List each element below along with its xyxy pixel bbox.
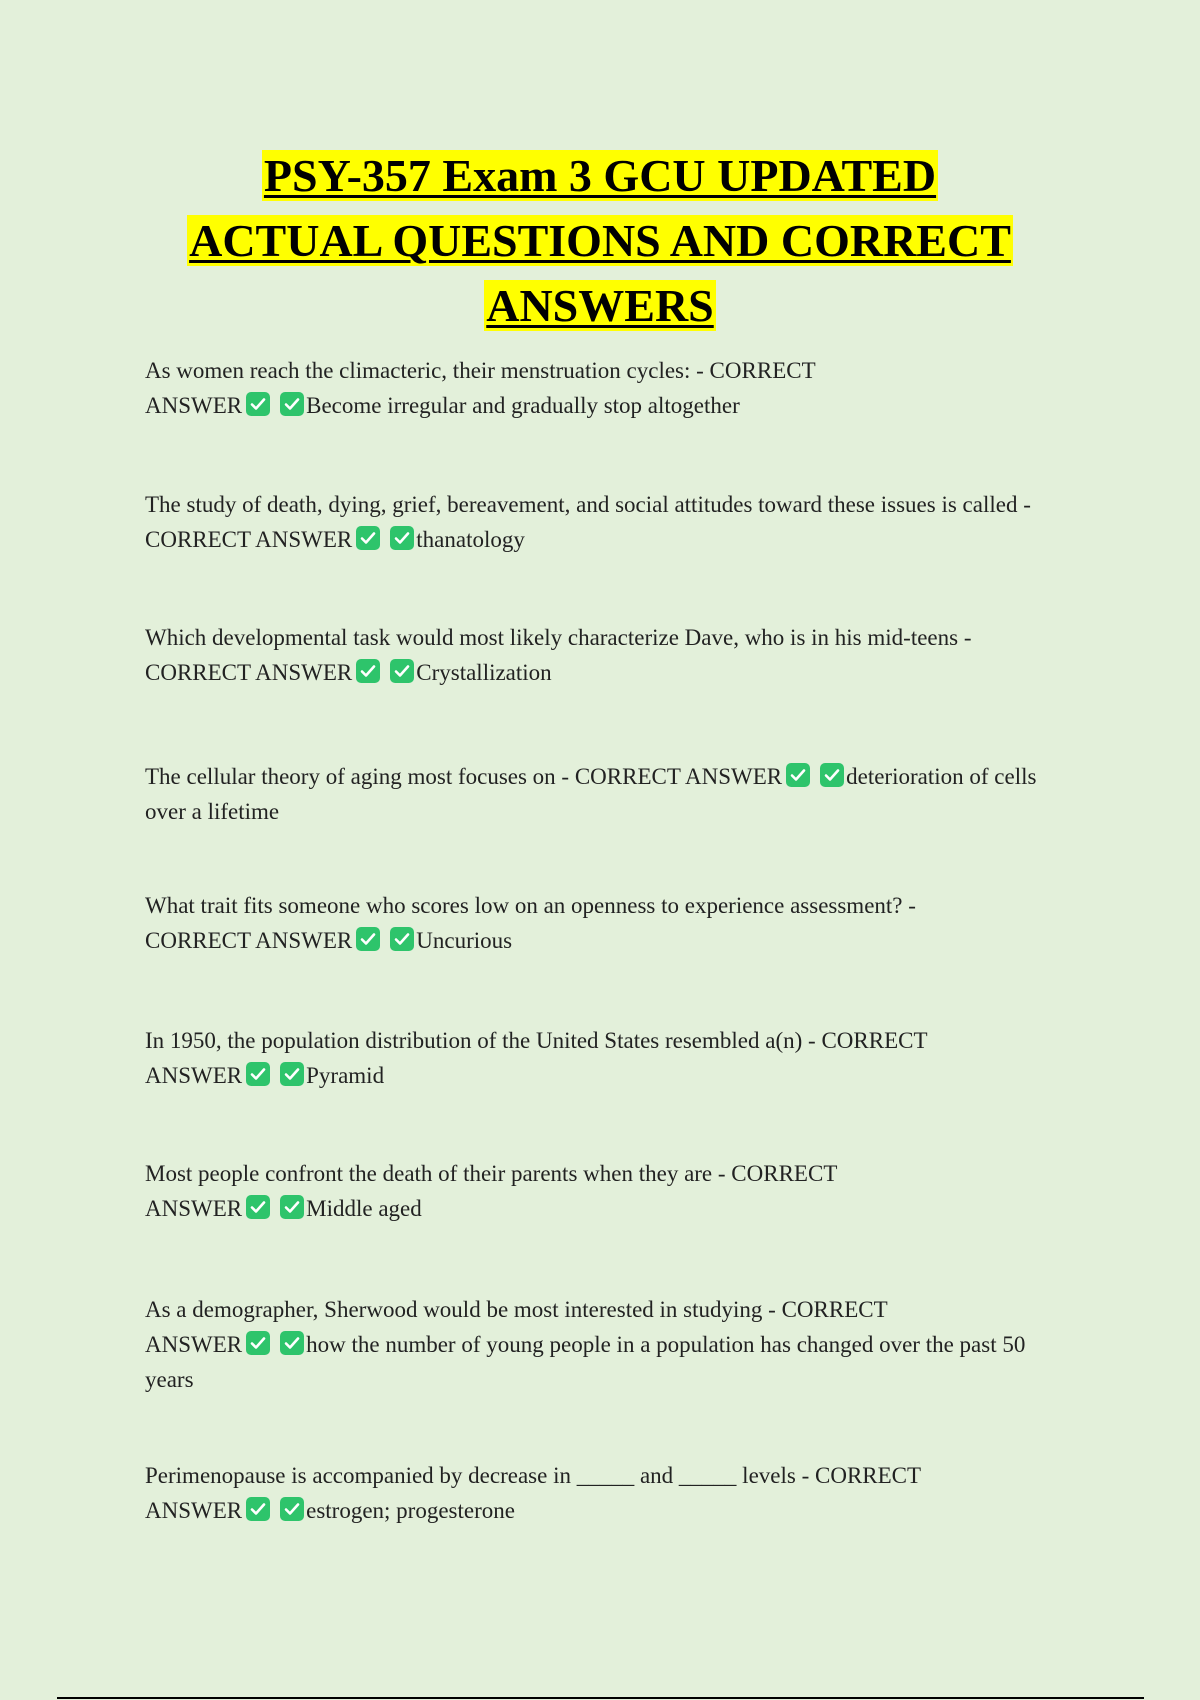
check-box-icon [246,1062,270,1086]
title-line-2: ACTUAL QUESTIONS AND CORRECT [189,215,1011,266]
check-box-icon [390,659,414,683]
question-text: The study of death, dying, grief, bereavement, and social attitudes toward these issues is called - CORRECT [145,492,1031,552]
check-box-icon [246,392,270,416]
page-divider [57,1697,1144,1699]
answer-marker: ANSWER [255,527,353,552]
question-text: What trait fits someone who scores low on an openness to experience assessment? - [145,893,916,918]
answer-marker: ANSWER [685,764,783,789]
qa-item [145,1292,1045,1397]
check-box-icon [786,763,810,787]
answer-marker: ANSWER [145,1332,243,1357]
qa-item [145,1023,1045,1093]
check-box-icon [246,1195,270,1219]
answer-text: Uncurious [416,928,513,953]
check-box-icon [280,392,304,416]
document-title [100,143,1100,338]
qa-item [145,1156,1045,1226]
check-box-icon [246,1331,270,1355]
check-box-icon [390,526,414,550]
answer-marker: ANSWER [145,393,243,418]
question-text: Which developmental task would most likely characterize Dave, who is in his mid-teens - [145,625,972,650]
title-line-3: ANSWERS [486,280,714,331]
answer-marker: ANSWER [145,1196,243,1221]
question-text: As a demographer, Sherwood would be most interested in studying - CORRECT [145,1297,888,1322]
qa-item [145,759,1045,829]
qa-item [145,353,1045,423]
answer-text: thanatology [416,527,525,552]
qa-item [145,487,1045,557]
answer-text: Crystallization [416,660,552,685]
question-text: As women reach the climacteric, their menstruation cycles: - CORRECT [145,358,816,383]
answer-text: estrogen; progesterone [306,1498,515,1523]
answer-marker: CORRECT ANSWER [145,660,353,685]
title-line-1: PSY-357 Exam 3 GCU UPDATED [263,150,937,201]
check-box-icon [356,659,380,683]
answer-text: Middle aged [306,1196,422,1221]
answer-marker: CORRECT ANSWER [145,928,353,953]
check-box-icon [820,763,844,787]
answer-text: how the number of young people in a population has changed over the past 50 years [145,1332,1026,1392]
check-box-icon [356,526,380,550]
question-text: In 1950, the population distribution of the United States resembled a(n) - CORRECT [145,1028,928,1053]
check-box-icon [280,1497,304,1521]
qa-item [145,888,1045,958]
question-text: Most people confront the death of their parents when they are - CORRECT [145,1161,838,1186]
qa-item [145,620,1045,690]
check-box-icon [280,1195,304,1219]
check-box-icon [356,927,380,951]
check-box-icon [280,1331,304,1355]
answer-marker: ANSWER [145,1063,243,1088]
question-text: The cellular theory of aging most focuses on - CORRECT [145,764,681,789]
answer-marker: ANSWER [145,1498,243,1523]
qa-item [145,1458,1045,1528]
answer-text: Become irregular and gradually stop altogether [306,393,740,418]
check-box-icon [390,927,414,951]
check-box-icon [280,1062,304,1086]
check-box-icon [246,1497,270,1521]
answer-text: deterioration of cells over a lifetime [145,764,1037,824]
answer-text: Pyramid [306,1063,385,1088]
question-text: Perimenopause is accompanied by decrease in _____ and _____ levels - CORRECT [145,1463,922,1488]
